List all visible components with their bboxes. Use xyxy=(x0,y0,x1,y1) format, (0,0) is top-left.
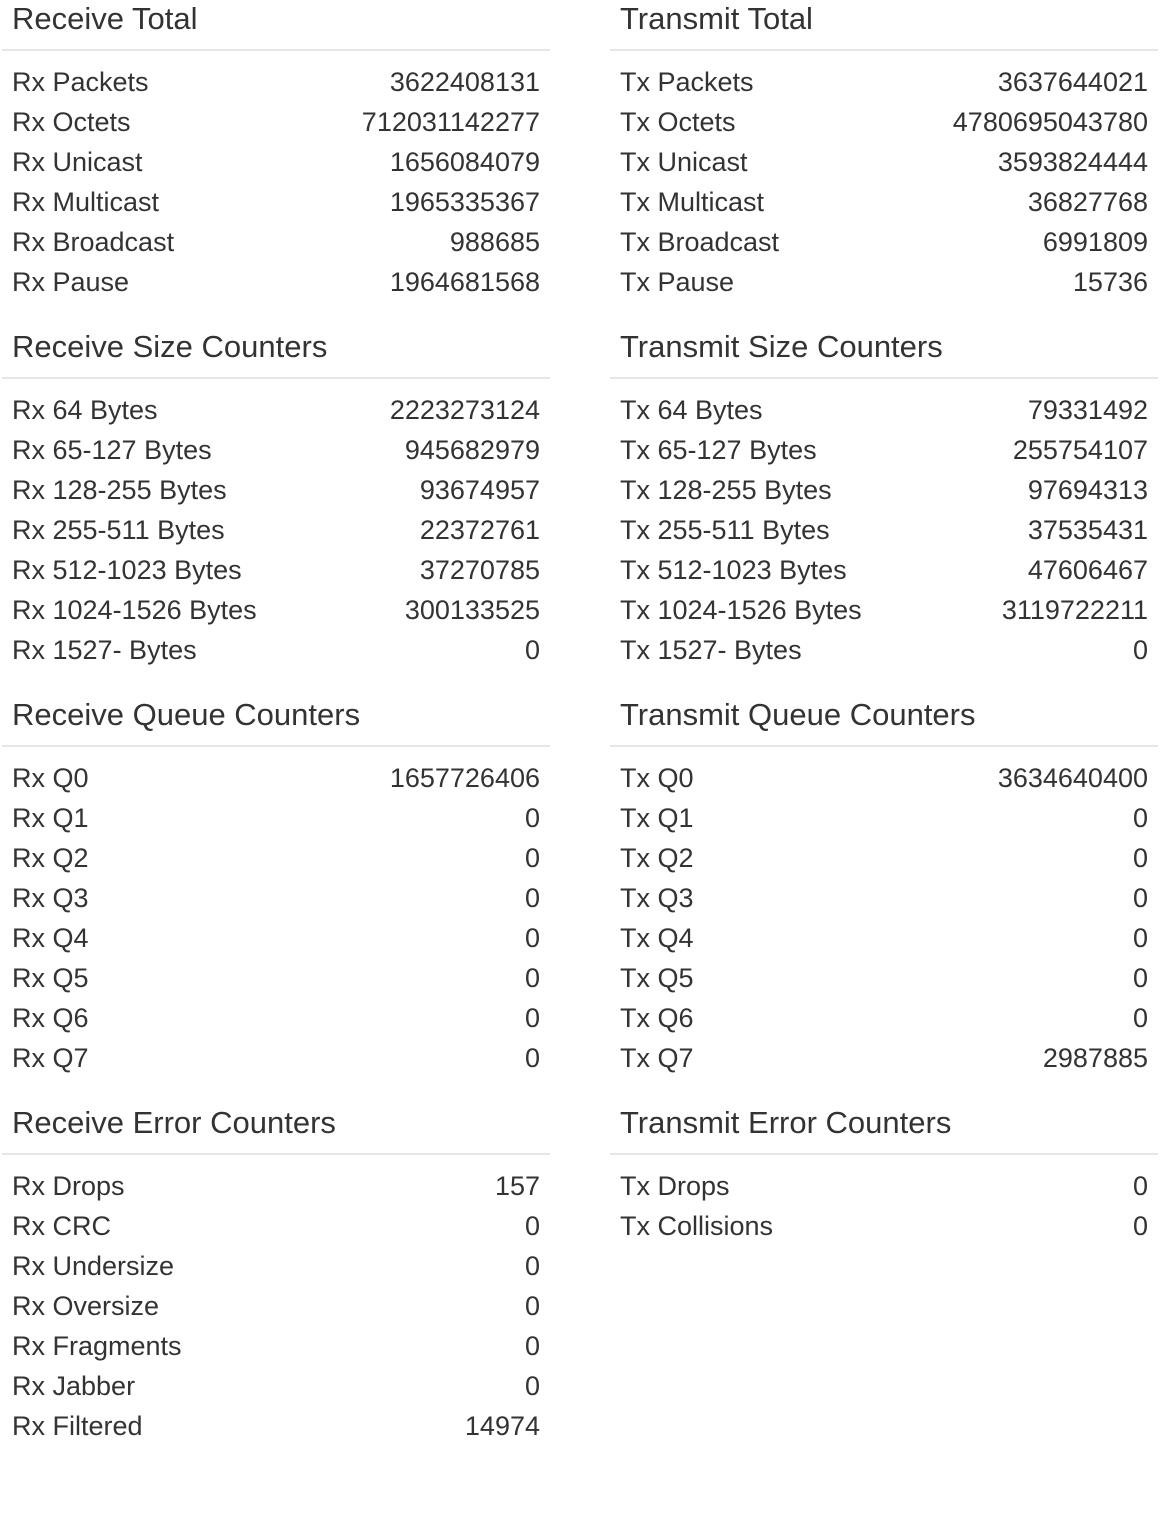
counter-value: 0 xyxy=(1132,1210,1148,1241)
counter-value: 0 xyxy=(524,1042,540,1073)
counter-value: 1657726406 xyxy=(389,762,540,793)
counter-row-rx-octets xyxy=(2,102,550,142)
section-divider xyxy=(2,745,550,747)
counter-label: Rx 1527- Bytes xyxy=(12,634,197,665)
counter-value: 945682979 xyxy=(404,434,540,465)
counter-value: 0 xyxy=(1132,882,1148,913)
counter-label: Tx 512-1023 Bytes xyxy=(620,554,847,585)
counter-label: Tx Q1 xyxy=(620,802,694,833)
counter-label: Tx Collisions xyxy=(620,1210,774,1241)
counter-row-rx-q6 xyxy=(2,998,550,1038)
receive-counters-column xyxy=(2,0,550,1472)
counter-label: Tx Drops xyxy=(620,1170,730,1201)
counter-row-rx-q1 xyxy=(2,798,550,838)
counter-value: 0 xyxy=(524,922,540,953)
section-divider xyxy=(610,1153,1158,1155)
counter-value: 79331492 xyxy=(1027,394,1148,425)
counter-value: 3622408131 xyxy=(389,66,540,97)
counter-value: 36827768 xyxy=(1027,186,1148,217)
counter-value: 93674957 xyxy=(419,474,540,505)
section-title: Transmit Total xyxy=(620,1,813,36)
counter-value: 0 xyxy=(524,634,540,665)
counter-label: Rx Drops xyxy=(12,1170,125,1201)
counter-row-rx-q3 xyxy=(2,878,550,918)
counter-label: Rx 512-1023 Bytes xyxy=(12,554,242,585)
counter-row-tx-collisions xyxy=(610,1206,1158,1246)
counter-row-rx-q4 xyxy=(2,918,550,958)
counter-row-tx-q2 xyxy=(610,838,1158,878)
counter-row-rx-q0 xyxy=(2,758,550,798)
counter-value: 0 xyxy=(1132,1002,1148,1033)
counter-label: Tx 255-511 Bytes xyxy=(620,514,830,545)
section-transmit-error-counters xyxy=(610,1104,1158,1246)
counter-row-tx-128-255-bytes xyxy=(610,470,1158,510)
counter-label: Rx Jabber xyxy=(12,1370,136,1401)
counter-label: Rx Multicast xyxy=(12,186,160,217)
counter-label: Tx Q7 xyxy=(620,1042,694,1073)
counter-value: 0 xyxy=(1132,962,1148,993)
counter-label: Rx 255-511 Bytes xyxy=(12,514,225,545)
section-title: Transmit Size Counters xyxy=(620,329,943,364)
counter-row-rx-crc xyxy=(2,1206,550,1246)
counter-value: 0 xyxy=(1132,1170,1148,1201)
counter-value: 22372761 xyxy=(419,514,540,545)
counter-row-rx-undersize xyxy=(2,1246,550,1286)
counter-row-tx-unicast xyxy=(610,142,1158,182)
counter-row-tx-multicast xyxy=(610,182,1158,222)
counter-row-tx-255-511-bytes xyxy=(610,510,1158,550)
counter-value: 0 xyxy=(524,1210,540,1241)
counter-value: 712031142277 xyxy=(361,106,540,137)
counter-row-rx-128-255-bytes xyxy=(2,470,550,510)
section-receive-queue-counters xyxy=(2,696,550,1078)
counter-label: Tx 65-127 Bytes xyxy=(620,434,817,465)
section-transmit-size-counters xyxy=(610,328,1158,670)
counter-row-rx-q5 xyxy=(2,958,550,998)
counter-list xyxy=(610,390,1158,670)
counter-row-rx-fragments xyxy=(2,1326,550,1366)
section-divider xyxy=(610,745,1158,747)
counter-row-tx-pause xyxy=(610,262,1158,302)
counter-label: Rx Unicast xyxy=(12,146,143,177)
counter-value: 1964681568 xyxy=(389,266,540,297)
counter-value: 4780695043780 xyxy=(952,106,1148,137)
counter-row-rx-drops xyxy=(2,1166,550,1206)
counter-row-rx-q7 xyxy=(2,1038,550,1078)
counter-row-tx-q6 xyxy=(610,998,1158,1038)
section-title: Transmit Queue Counters xyxy=(620,697,976,732)
counter-row-rx-oversize xyxy=(2,1286,550,1326)
counter-value: 988685 xyxy=(449,226,540,257)
counter-row-rx-packets xyxy=(2,62,550,102)
section-receive-error-counters xyxy=(2,1104,550,1446)
counter-label: Tx 64 Bytes xyxy=(620,394,763,425)
counter-row-tx-packets xyxy=(610,62,1158,102)
counter-label: Rx 128-255 Bytes xyxy=(12,474,227,505)
counter-row-rx-pause xyxy=(2,262,550,302)
counter-value: 0 xyxy=(524,1250,540,1281)
counter-value: 37270785 xyxy=(419,554,540,585)
counter-list xyxy=(610,758,1158,1078)
counter-row-rx-q2 xyxy=(2,838,550,878)
counter-row-tx-q1 xyxy=(610,798,1158,838)
section-divider xyxy=(610,49,1158,51)
counter-row-rx-512-1023-bytes xyxy=(2,550,550,590)
counter-label: Tx Q3 xyxy=(620,882,694,913)
counter-row-tx-1024-1526-bytes xyxy=(610,590,1158,630)
section-title: Receive Size Counters xyxy=(12,329,328,364)
section-divider xyxy=(2,1153,550,1155)
counter-row-rx-jabber xyxy=(2,1366,550,1406)
counter-value: 1656084079 xyxy=(389,146,540,177)
counter-value: 0 xyxy=(1132,922,1148,953)
counter-list xyxy=(610,1166,1158,1246)
section-transmit-total xyxy=(610,0,1158,302)
counter-list xyxy=(2,1166,550,1446)
counter-value: 0 xyxy=(524,882,540,913)
counter-label: Rx 65-127 Bytes xyxy=(12,434,212,465)
counter-value: 37535431 xyxy=(1027,514,1148,545)
counter-value: 3593824444 xyxy=(997,146,1148,177)
counter-label: Tx Q6 xyxy=(620,1002,694,1033)
counter-label: Rx 1024-1526 Bytes xyxy=(12,594,257,625)
counter-row-rx-filtered xyxy=(2,1406,550,1446)
counter-label: Rx Q1 xyxy=(12,802,89,833)
counter-label: Tx Q0 xyxy=(620,762,694,793)
counter-value: 0 xyxy=(524,802,540,833)
counter-row-tx-octets xyxy=(610,102,1158,142)
counter-row-tx-q0 xyxy=(610,758,1158,798)
counter-label: Rx Q2 xyxy=(12,842,89,873)
counter-value: 0 xyxy=(524,962,540,993)
counter-value: 15736 xyxy=(1072,266,1148,297)
counter-value: 1965335367 xyxy=(389,186,540,217)
counter-label: Rx Broadcast xyxy=(12,226,175,257)
counter-row-rx-65-127-bytes xyxy=(2,430,550,470)
counter-value: 0 xyxy=(524,1290,540,1321)
counter-value: 0 xyxy=(524,842,540,873)
counter-label: Tx Q4 xyxy=(620,922,694,953)
section-divider xyxy=(2,377,550,379)
counter-label: Tx Pause xyxy=(620,266,735,297)
counter-value: 0 xyxy=(1132,634,1148,665)
counter-label: Rx Q0 xyxy=(12,762,89,793)
counter-label: Rx Q5 xyxy=(12,962,89,993)
counter-value: 157 xyxy=(494,1170,540,1201)
counter-label: Rx CRC xyxy=(12,1210,111,1241)
counter-label: Rx Q4 xyxy=(12,922,89,953)
counter-label: Rx Q7 xyxy=(12,1042,89,1073)
counter-row-tx-1527-bytes xyxy=(610,630,1158,670)
counter-label: Rx Q6 xyxy=(12,1002,89,1033)
section-title: Receive Total xyxy=(12,1,198,36)
counter-value: 0 xyxy=(1132,802,1148,833)
counter-row-rx-64-bytes xyxy=(2,390,550,430)
counter-label: Tx Broadcast xyxy=(620,226,780,257)
counter-label: Tx Packets xyxy=(620,66,754,97)
counter-value: 2987885 xyxy=(1042,1042,1148,1073)
counter-value: 300133525 xyxy=(404,594,540,625)
section-title: Transmit Error Counters xyxy=(620,1105,952,1140)
counter-list xyxy=(610,62,1158,302)
counter-label: Rx Oversize xyxy=(12,1290,160,1321)
counter-row-rx-1527-bytes xyxy=(2,630,550,670)
counter-label: Rx 64 Bytes xyxy=(12,394,158,425)
section-divider xyxy=(610,377,1158,379)
counter-row-rx-broadcast xyxy=(2,222,550,262)
counter-label: Tx 1527- Bytes xyxy=(620,634,802,665)
counter-value: 0 xyxy=(524,1370,540,1401)
counter-label: Rx Octets xyxy=(12,106,131,137)
transmit-counters-column xyxy=(610,0,1158,1272)
counter-value: 14974 xyxy=(464,1410,540,1441)
counter-label: Tx Octets xyxy=(620,106,736,137)
counter-row-tx-512-1023-bytes xyxy=(610,550,1158,590)
counter-label: Rx Packets xyxy=(12,66,149,97)
counter-value: 3119722211 xyxy=(1001,594,1148,625)
counter-row-tx-q7 xyxy=(610,1038,1158,1078)
counter-list xyxy=(2,758,550,1078)
section-title: Receive Queue Counters xyxy=(12,697,361,732)
counter-value: 0 xyxy=(1132,842,1148,873)
counter-value: 2223273124 xyxy=(389,394,540,425)
counter-row-tx-drops xyxy=(610,1166,1158,1206)
counter-label: Rx Pause xyxy=(12,266,130,297)
counter-value: 0 xyxy=(524,1330,540,1361)
counter-value: 47606467 xyxy=(1027,554,1148,585)
counter-label: Rx Undersize xyxy=(12,1250,175,1281)
counter-row-tx-q3 xyxy=(610,878,1158,918)
counter-label: Tx Q2 xyxy=(620,842,694,873)
section-divider xyxy=(2,49,550,51)
section-receive-size-counters xyxy=(2,328,550,670)
counter-value: 3637644021 xyxy=(997,66,1148,97)
counter-row-tx-64-bytes xyxy=(610,390,1158,430)
counter-label: Tx 1024-1526 Bytes xyxy=(620,594,862,625)
counter-value: 3634640400 xyxy=(997,762,1148,793)
counter-value: 0 xyxy=(524,1002,540,1033)
counter-value: 6991809 xyxy=(1042,226,1148,257)
counter-value: 97694313 xyxy=(1027,474,1148,505)
counter-label: Tx Q5 xyxy=(620,962,694,993)
counter-row-tx-q4 xyxy=(610,918,1158,958)
counter-row-rx-multicast xyxy=(2,182,550,222)
counter-label: Rx Q3 xyxy=(12,882,89,913)
counter-list xyxy=(2,390,550,670)
counter-row-rx-255-511-bytes xyxy=(2,510,550,550)
section-title: Receive Error Counters xyxy=(12,1105,336,1140)
counter-row-rx-unicast xyxy=(2,142,550,182)
counter-row-tx-broadcast xyxy=(610,222,1158,262)
counter-label: Rx Fragments xyxy=(12,1330,182,1361)
counter-label: Rx Filtered xyxy=(12,1410,143,1441)
counter-list xyxy=(2,62,550,302)
counter-row-tx-65-127-bytes xyxy=(610,430,1158,470)
section-receive-total xyxy=(2,0,550,302)
section-transmit-queue-counters xyxy=(610,696,1158,1078)
counter-label: Tx Unicast xyxy=(620,146,748,177)
counter-label: Tx Multicast xyxy=(620,186,765,217)
counter-label: Tx 128-255 Bytes xyxy=(620,474,832,505)
counter-row-rx-1024-1526-bytes xyxy=(2,590,550,630)
counter-row-tx-q5 xyxy=(610,958,1158,998)
counter-value: 255754107 xyxy=(1012,434,1148,465)
